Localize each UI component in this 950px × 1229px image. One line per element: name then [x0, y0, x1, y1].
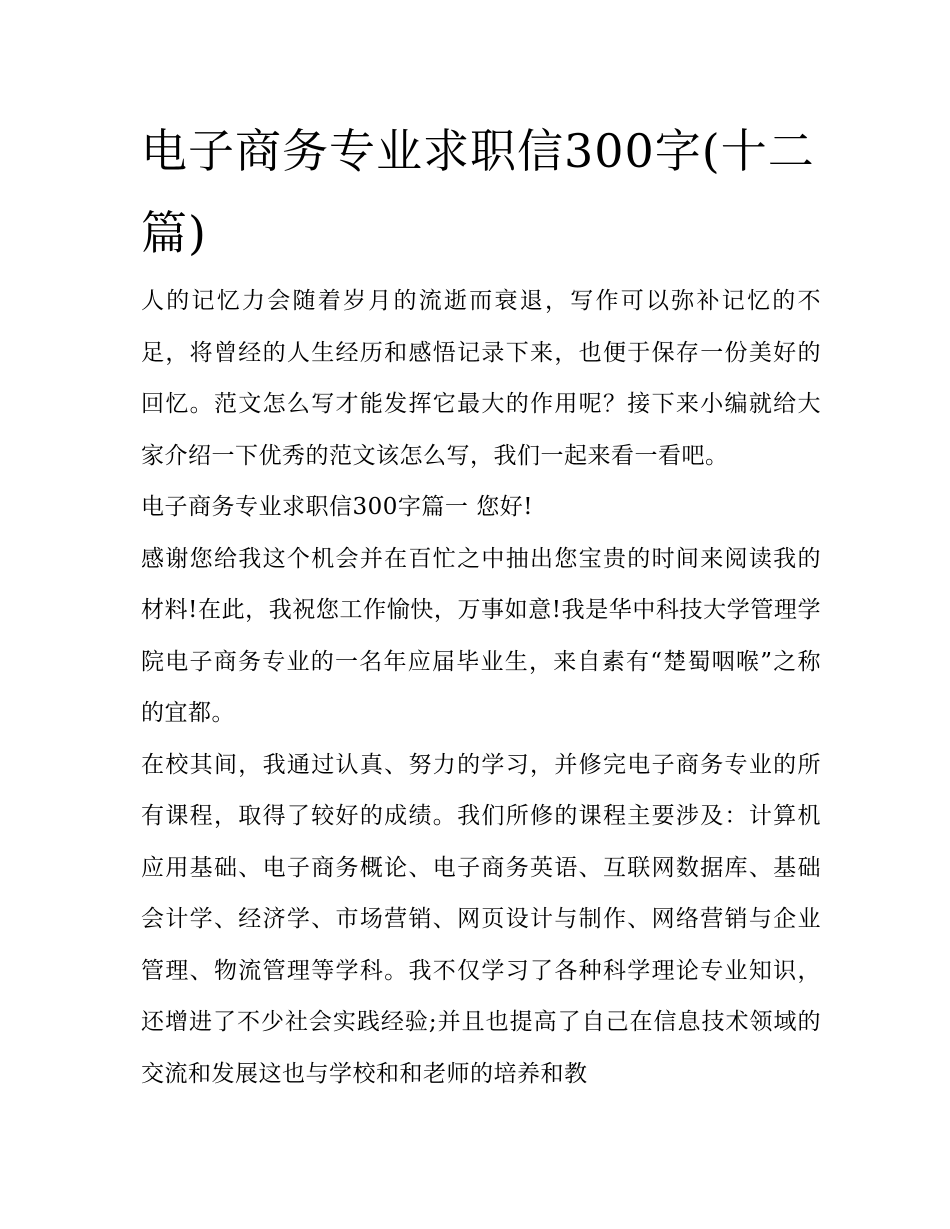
intro-paragraph: 人的记忆力会随着岁月的流逝而衰退，写作可以弥补记忆的不足，将曾经的人生经历和感悟记录下来，也便于保存一份美好的回忆。范文怎么写才能发挥它最大的作用呢？接下来小编就给大家介绍一下优秀的范文该怎么写，我们一起来看一看吧。: [141, 288, 821, 469]
body-paragraph-1: 感谢您给我这个机会并在百忙之中抽出您宝贵的时间来阅读我的材料!在此，我祝您工作愉快，万事如意!我是华中科技大学管理学院电子商务专业的一名年应届毕业生，来自素有“楚蜀咽喉”之称的宜都。: [141, 545, 821, 726]
document-title: 电子商务专业求职信300字(十二篇): [141, 124, 815, 260]
document-body: [141, 276, 821, 1100]
body-paragraph-2: 在校其间，我通过认真、努力的学习，并修完电子商务专业的所有课程，取得了较好的成绩。我们所修的课程主要涉及：计算机应用基础、电子商务概论、电子商务英语、互联网数据库、基础会计学、经济学、市场营销、网页设计与制作、网络营销与企业管理、物流管理等学科。我不仅学习了各种科学理论专业知识，还增进了不少社会实践经验;并且也提高了自己在信息技术领域的交流和发展这也与学校和和老师的培养和教: [141, 751, 821, 1087]
section-heading-paragraph: 电子商务专业求职信300字篇一 您好!: [141, 494, 533, 520]
